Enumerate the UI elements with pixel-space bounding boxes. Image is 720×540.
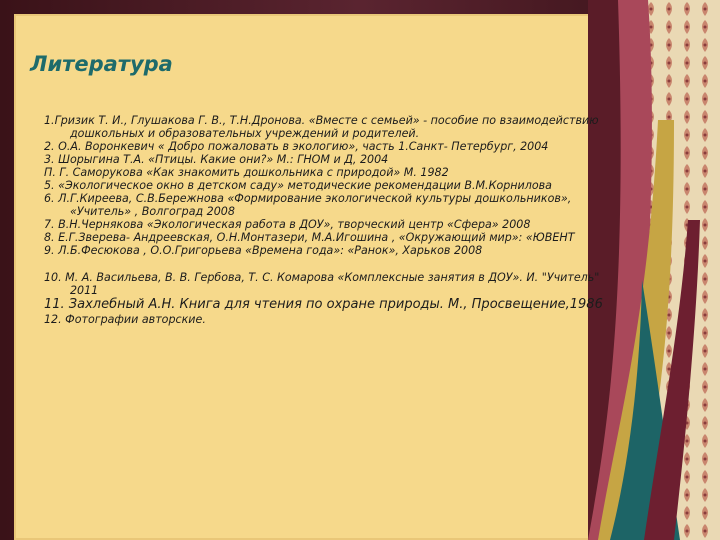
list-item: 3. Шорыгина Т.А. «Птицы. Какие они?» М.: ГНОМ и Д, 2004	[44, 153, 389, 166]
list-item: 8. Е.Г.Зверева- Андреевская, О.Н.Монтазери, М.А.Игошина , «Окружающий мир»: «ЮВЕНТ	[44, 231, 575, 244]
list-item: 6. Л.Г.Киреева, С.В.Бережнова «Формирование экологической культуры дошкольников», «Учитель» , Волгоград 2008	[44, 192, 572, 218]
bibliography-list	[44, 114, 604, 326]
list-item: 11. Захлебный А.Н. Книга для чтения по охране природы. М., Просвещение,1986	[44, 297, 603, 312]
list-item: 1.Гризик Т. И., Глушакова Г. В., Т.Н.Дронова. «Вместе с семьей» - пособие по взаимодействию дошкольных и образовательных учреждений и родителей.	[44, 114, 599, 140]
list-item: 12. Фотографии авторские.	[44, 313, 206, 326]
list-item: 7. В.Н.Чернякова «Экологическая работа в ДОУ», творческий центр «Сфера» 2008	[44, 218, 531, 231]
list-item: 2. О.А. Воронкевич « Добро пожаловать в экологию», часть 1.Санкт- Петербург, 2004	[44, 140, 549, 153]
list-item: 5. «Экологическое окно в детском саду» методические рекомендации В.М.Корнилова	[44, 179, 552, 192]
decorative-leaf-pattern	[588, 0, 720, 540]
slide-title: Литература	[30, 52, 173, 76]
list-item: П. Г. Саморукова «Как знакомить дошкольника с природой» М. 1982	[44, 166, 449, 179]
list-item: 10. М. А. Васильева, В. В. Гербова, Т. С. Комарова «Комплексные занятия в ДОУ». И. "Учитель" 2011	[44, 271, 600, 297]
list-item: 9. Л.Б.Фесюкова , О.О.Григорьева «Времена года»: «Ранок», Харьков 2008	[44, 244, 483, 257]
